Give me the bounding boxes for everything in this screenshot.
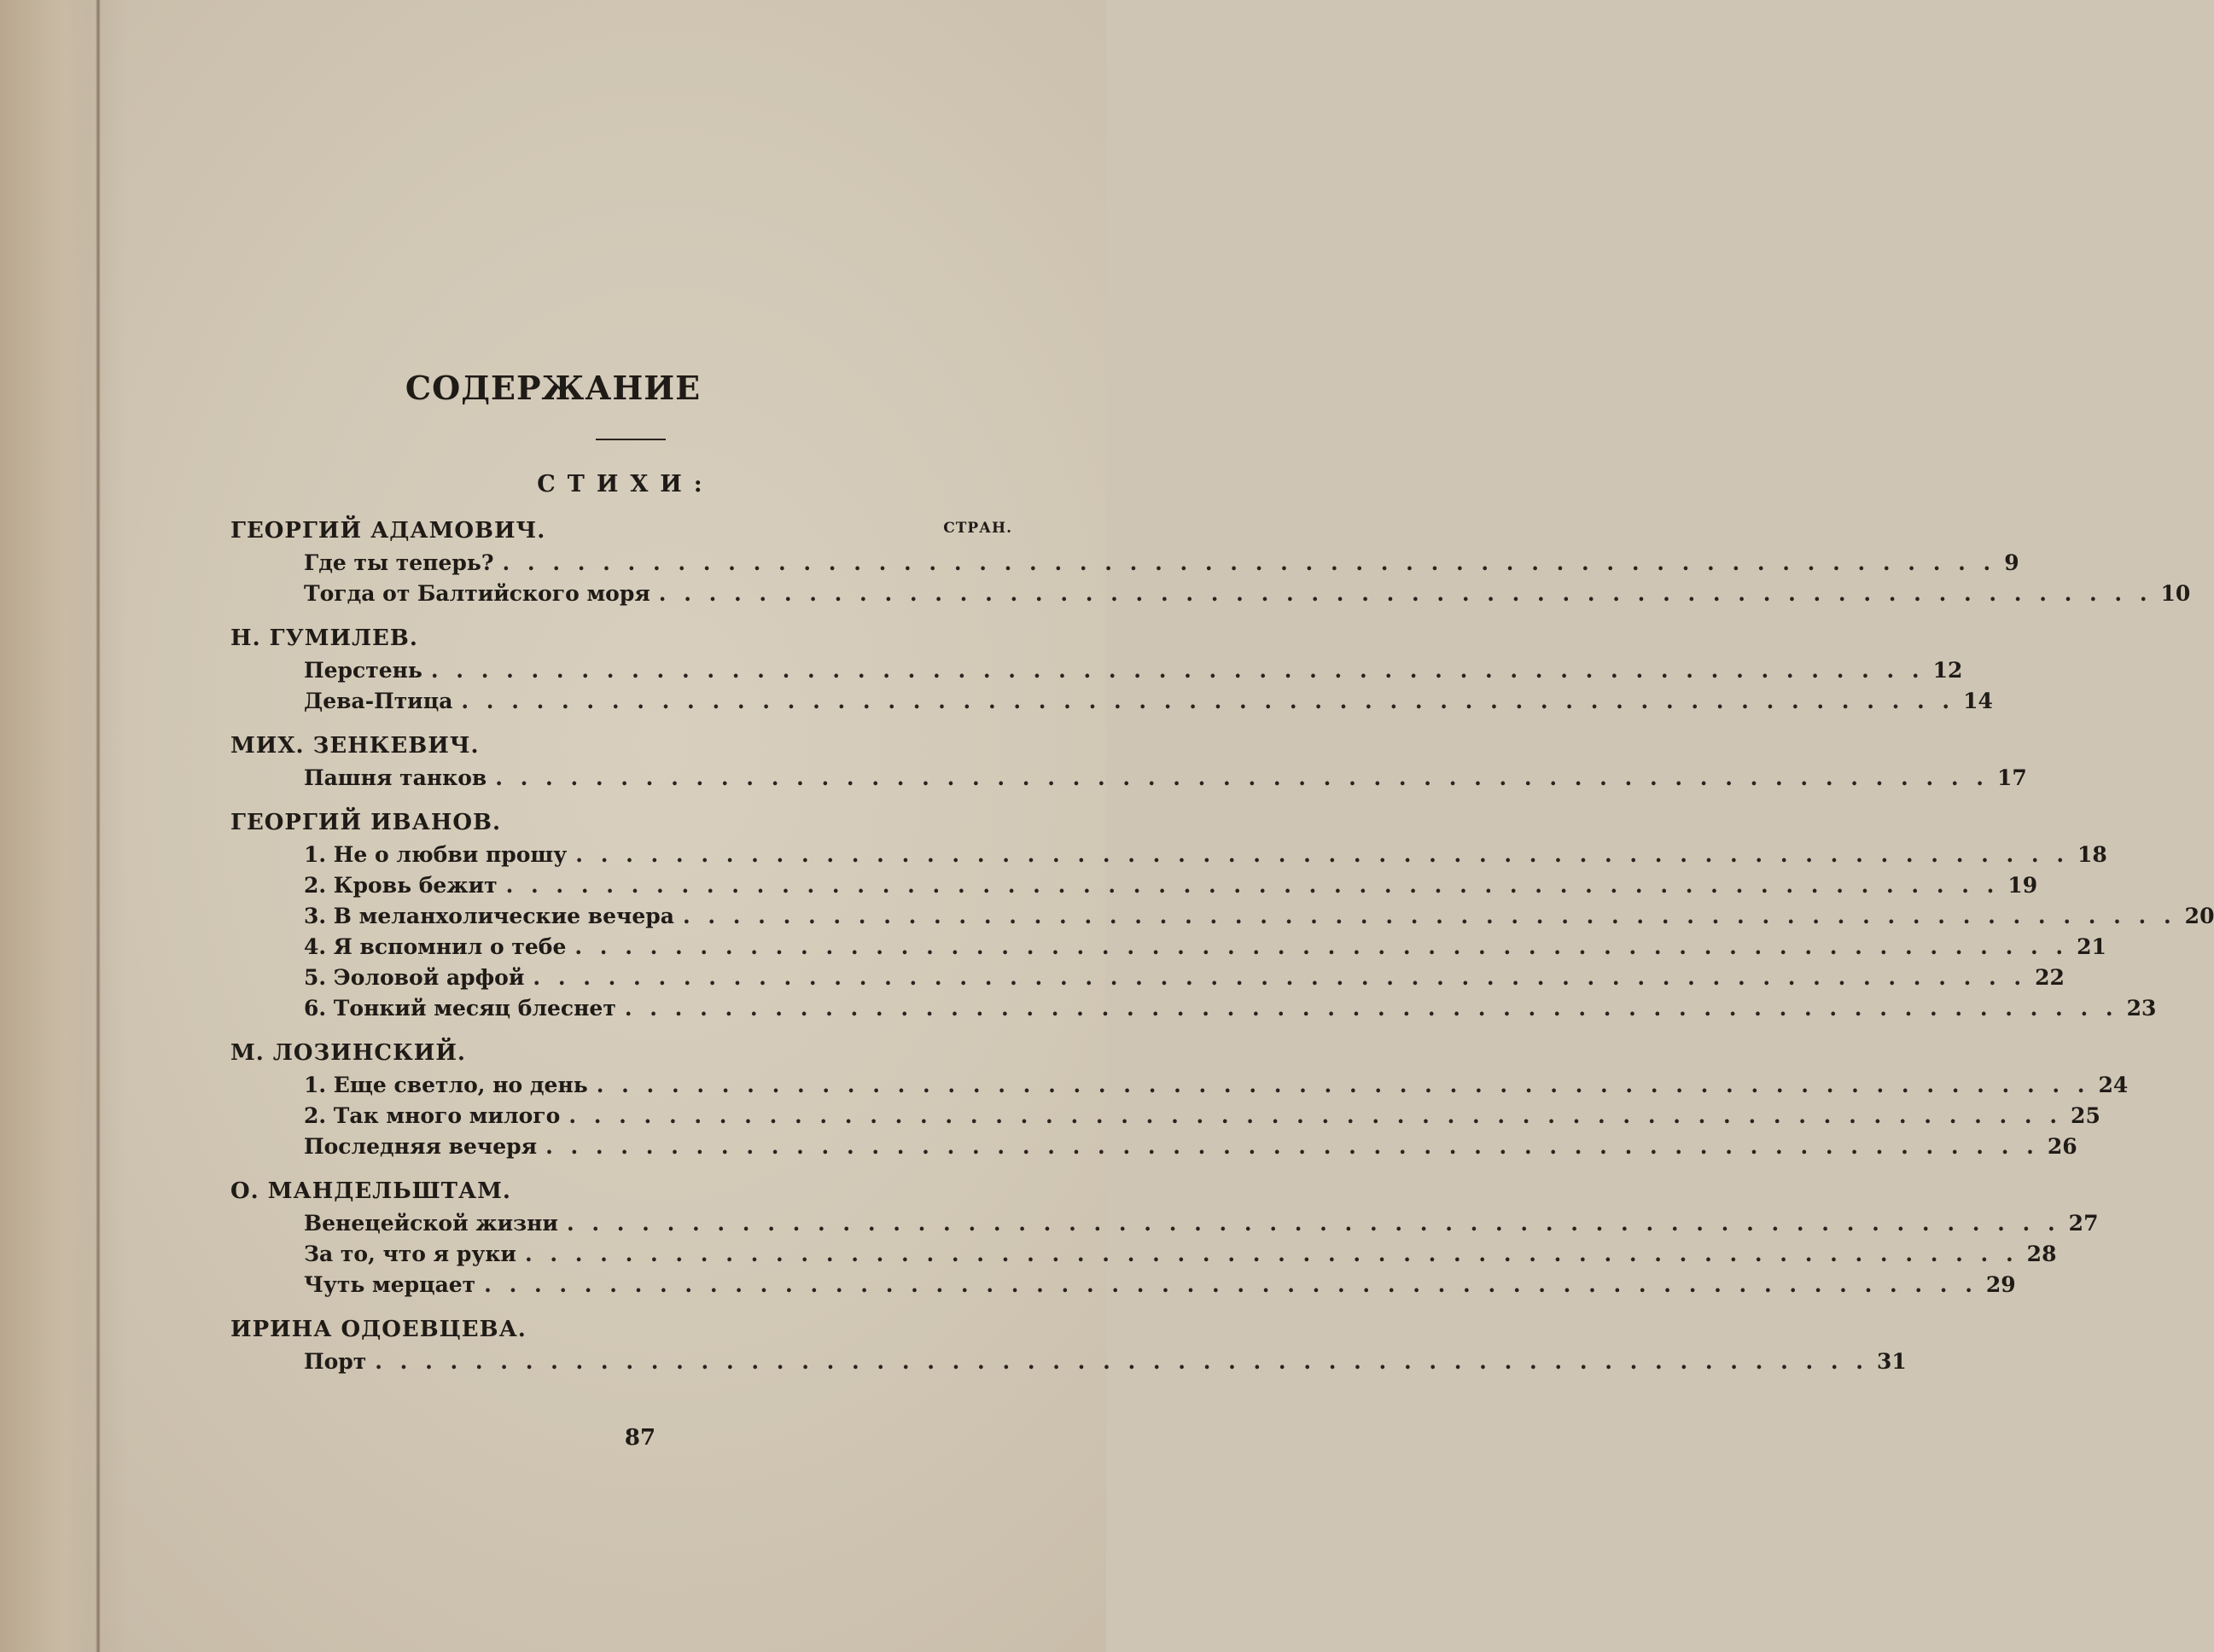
dot-leader: . . . . . . . . . . . . . . . . . . . . . . . . . . . . . . . . . . . . . . . . . . . . . . . . . . . . . . . . . . . . [568, 1103, 2063, 1128]
entry-title: 4. Я вспомнил о тебе [304, 934, 567, 959]
page-fold-shadow [96, 0, 101, 1652]
author-name: Н. ГУМИЛЕВ. [230, 625, 418, 651]
entry-title: 2. Так много милого [304, 1103, 561, 1128]
author-block [230, 729, 2027, 794]
toc-entry [304, 763, 2027, 794]
dot-leader: . . . . . . . . . . . . . . . . . . . . . . . . . . . . . . . . . . . . . . . . . . . . . . . . . . . . . . . . . . . . [575, 842, 2070, 867]
toc-entry [304, 1070, 2129, 1101]
dot-leader: . . . . . . . . . . . . . . . . . . . . . . . . . . . . . . . . . . . . . . . . . . . . . . . . . . . . . . . . . . . . [430, 658, 1925, 683]
entry-page-number: 9 [2004, 550, 2019, 575]
toc-entry [304, 870, 2038, 901]
entry-title: Пашня танков [304, 765, 487, 790]
dot-leader: . . . . . . . . . . . . . . . . . . . . . . . . . . . . . . . . . . . . . . . . . . . . . . . . . . . . . . . . . . . . [495, 765, 1989, 790]
entry-page-number: 28 [2026, 1242, 2057, 1266]
entry-title: Порт [304, 1349, 367, 1374]
entry-title: 3. В меланхолические вечера [304, 904, 674, 928]
entry-title: За то, что я руки [304, 1242, 516, 1266]
author-name: ГЕОРГИЙ АДАМОВИЧ. [230, 518, 546, 544]
toc-entry [304, 655, 1963, 686]
author-block [230, 514, 2191, 609]
toc-entry [304, 686, 1993, 717]
dot-leader: . . . . . . . . . . . . . . . . . . . . . . . . . . . . . . . . . . . . . . . . . . . . . . . . . . . . . . . . . . . . [596, 1073, 2090, 1097]
toc-entry [304, 1347, 1907, 1377]
dot-leader: . . . . . . . . . . . . . . . . . . . . . . . . . . . . . . . . . . . . . . . . . . . . . . . . . . . . . . . . . . . . [545, 1134, 2039, 1159]
entry-page-number: 25 [2071, 1103, 2100, 1128]
author-name: О. МАНДЕЛЬШТАМ. [230, 1178, 511, 1204]
entry-page-number: 22 [2035, 965, 2065, 990]
toc-entry [304, 901, 2214, 932]
entry-page-number: 19 [2007, 873, 2038, 898]
dot-leader: . . . . . . . . . . . . . . . . . . . . . . . . . . . . . . . . . . . . . . . . . . . . . . . . . . . . . . . . . . . . [658, 581, 2153, 606]
dot-leader: . . . . . . . . . . . . . . . . . . . . . . . . . . . . . . . . . . . . . . . . . . . . . . . . . . . . . . . . . . . . [502, 550, 1996, 575]
entry-page-number: 21 [2077, 934, 2106, 959]
author-name: М. ЛОЗИНСКИЙ. [230, 1040, 466, 1066]
entry-title: 2. Кровь бежит [304, 873, 498, 898]
entry-page-number: 26 [2047, 1134, 2077, 1159]
dot-leader: . . . . . . . . . . . . . . . . . . . . . . . . . . . . . . . . . . . . . . . . . . . . . . . . . . . . . . . . . . . . [533, 965, 2027, 990]
toc-entry [304, 932, 2106, 963]
entry-page-number: 14 [1963, 689, 1993, 713]
dot-leader: . . . . . . . . . . . . . . . . . . . . . . . . . . . . . . . . . . . . . . . . . . . . . . . . . . . . . . . . . . . . [566, 1211, 2060, 1236]
entry-page-number: 23 [2126, 996, 2157, 1021]
dot-leader: . . . . . . . . . . . . . . . . . . . . . . . . . . . . . . . . . . . . . . . . . . . . . . . . . . . . . . . . . . . . [682, 904, 2176, 928]
author-block [230, 621, 1993, 717]
entry-page-number: 31 [1877, 1349, 1907, 1374]
author-name: ГЕОРГИЙ ИВАНОВ. [230, 810, 502, 835]
dot-leader: . . . . . . . . . . . . . . . . . . . . . . . . . . . . . . . . . . . . . . . . . . . . . . . . . . . . . . . . . . . . [524, 1242, 2019, 1266]
entry-title: 1. Еще светло, но день [304, 1073, 588, 1097]
author-block [230, 806, 2214, 1024]
dot-leader: . . . . . . . . . . . . . . . . . . . . . . . . . . . . . . . . . . . . . . . . . . . . . . . . . . . . . . . . . . . . [574, 934, 2069, 959]
entry-page-number: 18 [2077, 842, 2107, 867]
toc-entry [304, 840, 2107, 870]
dot-leader: . . . . . . . . . . . . . . . . . . . . . . . . . . . . . . . . . . . . . . . . . . . . . . . . . . . . . . . . . . . . [375, 1349, 1868, 1374]
author-block [230, 1312, 1907, 1377]
author-block [230, 1036, 2129, 1162]
toc-entry [304, 1208, 2099, 1239]
dot-leader: . . . . . . . . . . . . . . . . . . . . . . . . . . . . . . . . . . . . . . . . . . . . . . . . . . . . . . . . . . . . [624, 996, 2118, 1021]
toc-entry [304, 1101, 2100, 1131]
toc-entry [304, 548, 2019, 579]
entry-title: Последняя вечеря [304, 1134, 538, 1159]
entry-title: 5. Эоловой арфой [304, 965, 525, 990]
toc-entry [304, 579, 2191, 609]
entry-title: Дева-Птица [304, 689, 453, 713]
entry-title: Перстень [304, 658, 422, 683]
dot-leader: . . . . . . . . . . . . . . . . . . . . . . . . . . . . . . . . . . . . . . . . . . . . . . . . . . . . . . . . . . . . [461, 689, 1955, 713]
dot-leader: . . . . . . . . . . . . . . . . . . . . . . . . . . . . . . . . . . . . . . . . . . . . . . . . . . . . . . . . . . . . [484, 1272, 1978, 1297]
entry-page-number: 27 [2068, 1211, 2099, 1236]
author-block [230, 1174, 2099, 1300]
page-title: СОДЕРЖАНИЕ [405, 369, 702, 407]
entry-title: 1. Не о любви прошу [304, 842, 568, 867]
entry-page-number: 20 [2184, 904, 2214, 928]
page-column-label: СТРАН. [943, 520, 1012, 537]
entry-page-number: 12 [1932, 658, 1963, 683]
entry-title: Венецейской жизни [304, 1211, 558, 1236]
toc-entry [304, 993, 2157, 1024]
page-gutter [0, 0, 107, 1652]
entry-page-number: 10 [2160, 581, 2191, 606]
toc-entry [304, 1239, 2057, 1270]
author-name: ИРИНА ОДОЕВЦЕВА. [230, 1317, 527, 1342]
entry-page-number: 17 [1996, 765, 2027, 790]
entry-title: Чуть мерцает [304, 1272, 476, 1297]
entry-title: 6. Тонкий месяц блеснет [304, 996, 616, 1021]
author-name: МИХ. ЗЕНКЕВИЧ. [230, 733, 480, 759]
dot-leader: . . . . . . . . . . . . . . . . . . . . . . . . . . . . . . . . . . . . . . . . . . . . . . . . . . . . . . . . . . . . [505, 873, 2000, 898]
toc-entry [304, 1270, 2016, 1300]
section-heading: СТИХИ: [537, 471, 714, 497]
entry-page-number: 29 [1985, 1272, 2016, 1297]
toc-entry [304, 1131, 2077, 1162]
entry-title: Тогда от Балтийского моря [304, 581, 650, 606]
page-number: 87 [624, 1425, 656, 1451]
entry-title: Где ты теперь? [304, 550, 494, 575]
entry-page-number: 24 [2098, 1073, 2129, 1097]
toc-entry [304, 963, 2065, 993]
title-divider [596, 439, 666, 440]
table-of-contents [230, 514, 2214, 1389]
